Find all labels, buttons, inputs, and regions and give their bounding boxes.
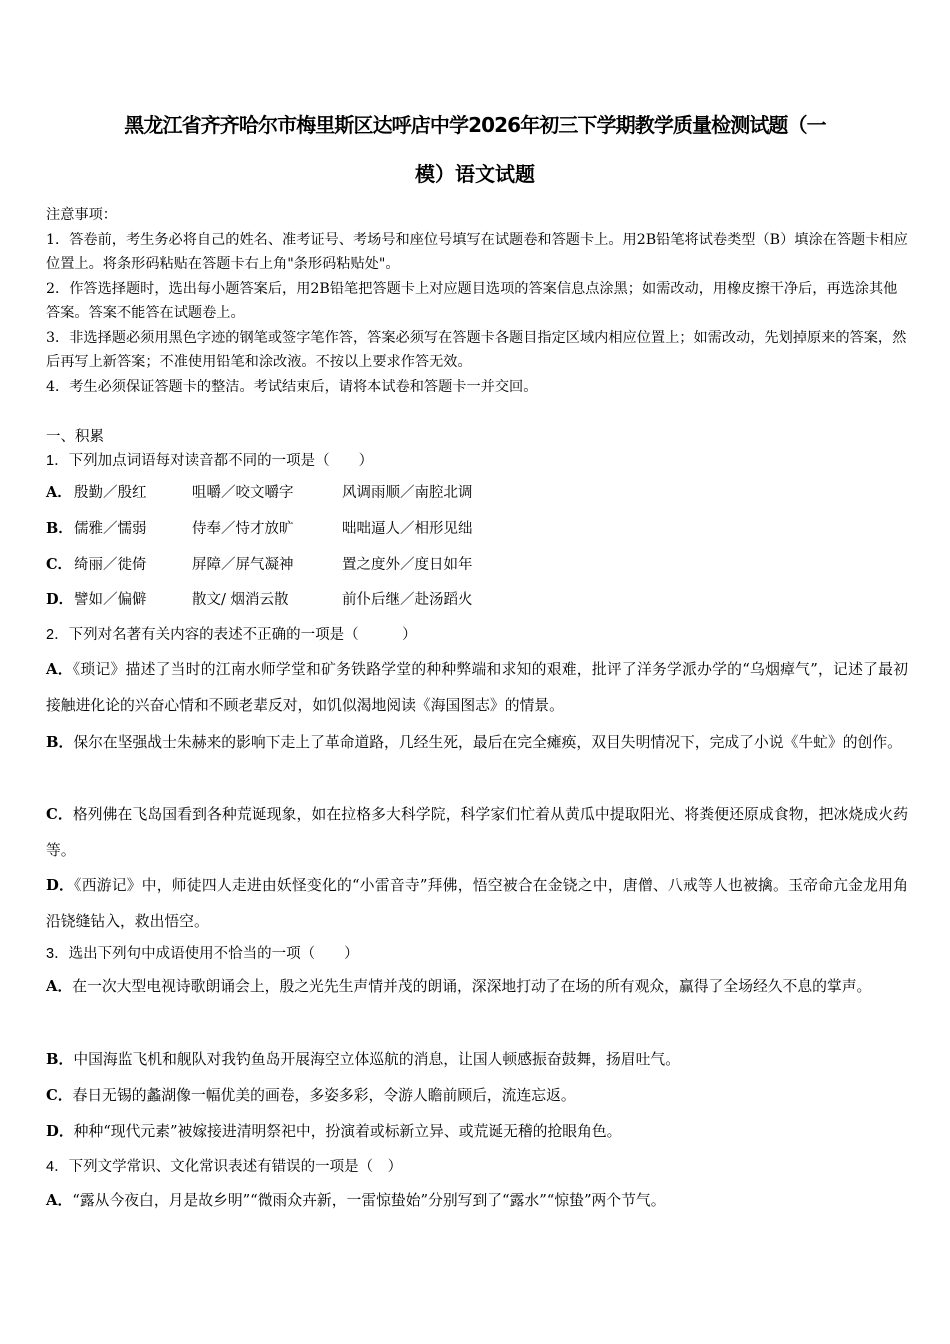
- option-label: B．: [46, 1051, 74, 1068]
- option-label: B．: [46, 520, 73, 537]
- question-text: 下列对名著有关内容的表述不正确的一项是（ ）: [68, 627, 417, 643]
- question-2-stem: [46, 624, 417, 646]
- question-4-stem: [46, 1156, 402, 1178]
- q1-option-d: [46, 589, 746, 611]
- q3-option-c: [46, 1085, 576, 1107]
- option-text: 中国海监飞机和舰队对我钓鱼岛开展海空立体巡航的消息，让国人顿感振奋鼓舞，扬眉吐气。: [73, 1051, 680, 1068]
- option-label: D．: [46, 877, 75, 894]
- option-text: 格列佛在飞岛国看到各种荒诞现象，如在拉格多大科学院，科学家们忙着从黄瓜中提取阳光、将粪便还原成食物，把冰烧成火药等。: [46, 806, 908, 859]
- option-label: D．: [46, 591, 74, 608]
- q2-option-d: [46, 868, 908, 940]
- q3-option-b: [46, 1049, 680, 1071]
- question-number: 2．: [46, 627, 69, 643]
- option-text: 《西游记》中，师徒四人走进由妖怪变化的“小雷音寺”拜佛，悟空被合在金铙之中，唐僧、八戒等人也被擒。玉帝命亢金龙用角沿铙缝钻入，救出悟空。: [46, 877, 908, 930]
- q4-option-a: [46, 1190, 666, 1212]
- option-cell: 侍奉／恃才放旷: [192, 521, 294, 537]
- q2-option-a: [46, 652, 908, 724]
- q1-option-b: [46, 518, 746, 540]
- option-cell: 殷勤／殷红: [74, 485, 147, 501]
- option-label: A．: [46, 661, 73, 678]
- option-label: C．: [46, 806, 73, 823]
- option-text: 种种“现代元素”被嫁接进清明祭祀中，扮演着或标新立异、或荒诞无稽的抢眼角色。: [73, 1123, 622, 1140]
- q3-option-a: [46, 969, 908, 1005]
- option-text: 保尔在坚强战士朱赫来的影响下走上了革命道路，几经生死，最后在完全瘫痪，双目失明情况下，完成了小说《牛虻》的创作。: [73, 734, 902, 751]
- notice-item: 2．作答选择题时，选出每小题答案后，用2B铅笔把答题卡上对应题目选项的答案信息点涂黑；如需改动，用橡皮擦干净后，再选涂其他答案。答案不能答在试题卷上。: [46, 280, 898, 321]
- notice-item: 3．非选择题必须用黑色字迹的钢笔或签字笔作答，答案必须写在答题卡各题目指定区域内相应位置上；如需改动，先划掉原来的答案，然后再写上新答案；不准使用铅笔和涂改液。不按以上要求作答无效。: [46, 329, 907, 370]
- notice-block: [46, 203, 908, 399]
- option-cell: 前仆后继／赴汤蹈火: [342, 592, 473, 608]
- question-text: 选出下列句中成语使用不恰当的一项（ ）: [68, 946, 359, 962]
- section-heading: 一、积累: [46, 429, 104, 445]
- option-label: B．: [46, 734, 74, 751]
- q2-option-b: [46, 725, 908, 761]
- page-title-line-1: 黑龙江省齐齐哈尔市梅里斯区达呼店中学2026年初三下学期教学质量检测试题（一: [124, 113, 826, 137]
- question-number: 4．: [46, 1159, 69, 1175]
- option-cell: 咄咄逼人／相形见绌: [342, 521, 473, 537]
- option-cell: 儒雅／懦弱: [74, 521, 147, 537]
- option-cell: 置之度外／度日如年: [342, 557, 473, 573]
- option-cell: 风调雨顺／南腔北调: [342, 485, 473, 501]
- q3-option-d: [46, 1121, 621, 1143]
- option-label: C．: [46, 556, 73, 573]
- option-label: A．: [46, 1192, 73, 1209]
- q1-option-a: [46, 482, 746, 504]
- option-cell: 譬如／偏僻: [74, 592, 147, 608]
- option-cell: 咀嚼／咬文嚼字: [192, 485, 294, 501]
- page-title-line-2: 模）语文试题: [415, 162, 535, 186]
- option-label: A．: [46, 978, 73, 995]
- question-number: 3．: [46, 946, 69, 962]
- question-1-stem: [46, 450, 373, 472]
- option-cell: 散文/ 烟消云散: [192, 592, 289, 608]
- notice-item: 4．考生必须保证答题卡的整洁。考试结束后，请将本试卷和答题卡一并交回。: [46, 378, 538, 395]
- question-text: 下列文学常识、文化常识表述有错误的一项是（ ）: [68, 1159, 403, 1175]
- q2-option-c: [46, 797, 908, 869]
- option-text: “露从今夜白，月是故乡明”“微雨众卉新，一雷惊蛰始”分别写到了“露水”“惊蛰”两个节气。: [72, 1192, 666, 1209]
- q1-option-c: [46, 554, 746, 576]
- notice-item: 1．答卷前，考生务必将自己的姓名、准考证号、考场号和座位号填写在试题卷和答题卡上。用2B铅笔将试卷类型（B）填涂在答题卡相应位置上。将条形码粘贴在答题卡右上角"条形码粘贴处"。: [46, 231, 908, 272]
- question-text: 下列加点词语每对读音都不同的一项是（ ）: [68, 453, 374, 469]
- question-3-stem: [46, 943, 359, 965]
- option-text: 春日无锡的蠡湖像一幅优美的画卷，多姿多彩，令游人瞻前顾后，流连忘返。: [72, 1087, 576, 1104]
- option-label: C．: [46, 1087, 73, 1104]
- option-label: A．: [46, 484, 72, 501]
- option-label: D．: [46, 1123, 74, 1140]
- question-number: 1．: [46, 453, 69, 469]
- notice-heading: 注意事项：: [46, 207, 117, 223]
- option-cell: 屏障／屏气凝神: [192, 557, 294, 573]
- option-text: 《琐记》描述了当时的江南水师学堂和矿务铁路学堂的种种弊端和求知的艰难，批评了洋务学派办学的“乌烟瘴气”，记述了最初接触进化论的兴奋心情和不顾老辈反对，如饥似渴地阅读《海国图志》的情景。: [46, 661, 909, 714]
- option-cell: 绮丽／徙倚: [74, 557, 147, 573]
- option-text: 在一次大型电视诗歌朗诵会上，殷之光先生声情并茂的朗诵，深深地打动了在场的所有观众，赢得了全场经久不息的掌声。: [72, 978, 872, 995]
